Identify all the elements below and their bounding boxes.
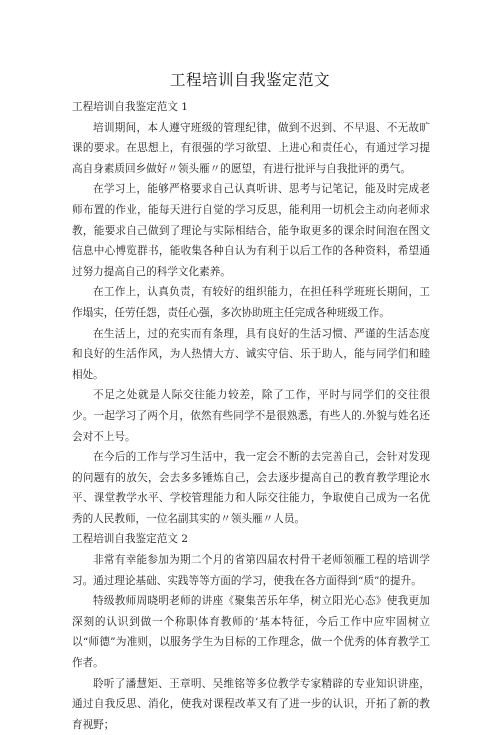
section-heading: 工程培训自我鉴定范文 2 bbox=[72, 533, 189, 546]
paragraph: 在生活上，过的充实而有条理，具有良好的生活习惯、严谨的生活态度和良好的生活作风，为人热情大方、诚实守信、乐于助人，能与同学们和睦相处。 bbox=[72, 327, 430, 381]
paragraph: 在工作上，认真负责，有较好的组织能力，在担任科学班班长期间，工作塌实，任劳任怨，责任心强，多次协助班主任完成各种班级工作。 bbox=[72, 286, 430, 319]
paragraph: 培训期间，本人遵守班级的管理纪律，做到不迟到、不早退、不无故旷课的要求。在思想上，有很强的学习欲望、上进心和责任心，有通过学习提高自身素质回乡做好〃领头雁〃的愿望，有进行批评与自我批评的勇气。 bbox=[72, 121, 430, 175]
document-body bbox=[72, 97, 430, 735]
paragraph: 聆听了潘慧矩、王章明、吴维铭等多位教学专家精辟的专业知识讲座，通过自我反思、消化，使我对课程改革又有了进一步的认识，开拓了新的教育视野； bbox=[72, 677, 430, 731]
section-heading: 工程培训自我鉴定范文 1 bbox=[72, 101, 189, 113]
paragraph: 在今后的工作与学习生活中，我一定会不断的去完善自己，会针对发现的问题有的放矢，会去多多锤炼自己，会去逐步提高自己的教育教学理论水平、课堂教学水平、学校管理能力和人际交往能力，争取使自己成为一名优秀的人民教师，一位名副其实的〃领头雁〃人员。 bbox=[72, 451, 430, 525]
paragraph: 在学习上，能够严格要求自己认真听讲、思考与记笔记，能及时完成老师布置的作业，能每天进行自觉的学习反思，能利用一切机会主动向老师求教，能要求自己做到了理论与实际相结合，能争取更多的课余时间泡在图文信息中心博览群书，能收集各种自认为有利于以后工作的各种资料，希望通过努力提高自己的科学文化素养。 bbox=[72, 183, 430, 278]
paragraph: 非常有幸能参加为期二个月的省第四届农村骨干老师领雁工程的培训学习。通过理论基础、实践等等方面的学习，使我在各方面得到“质”的提升。 bbox=[72, 554, 430, 587]
paragraph: 特级教师周晓明老师的讲座《聚集苦乐年华，树立阳光心态》使我更加深刻的认识到做一个称职体育教师的‘基本特征，今后工作中应牢固树立以“师德”为准则，以服务学生为目标的工作理念，做一个优秀的体育教学工作者。 bbox=[72, 595, 430, 670]
document-title: 工程培训自我鉴定范文 bbox=[169, 71, 330, 89]
paragraph: 不足之处就是人际交往能力较差，除了工作，平时与同学们的交往很少。一起学习了两个月，依然有些同学不是很熟悉，有些人的.外貌与姓名还会对不上号。 bbox=[72, 389, 430, 443]
